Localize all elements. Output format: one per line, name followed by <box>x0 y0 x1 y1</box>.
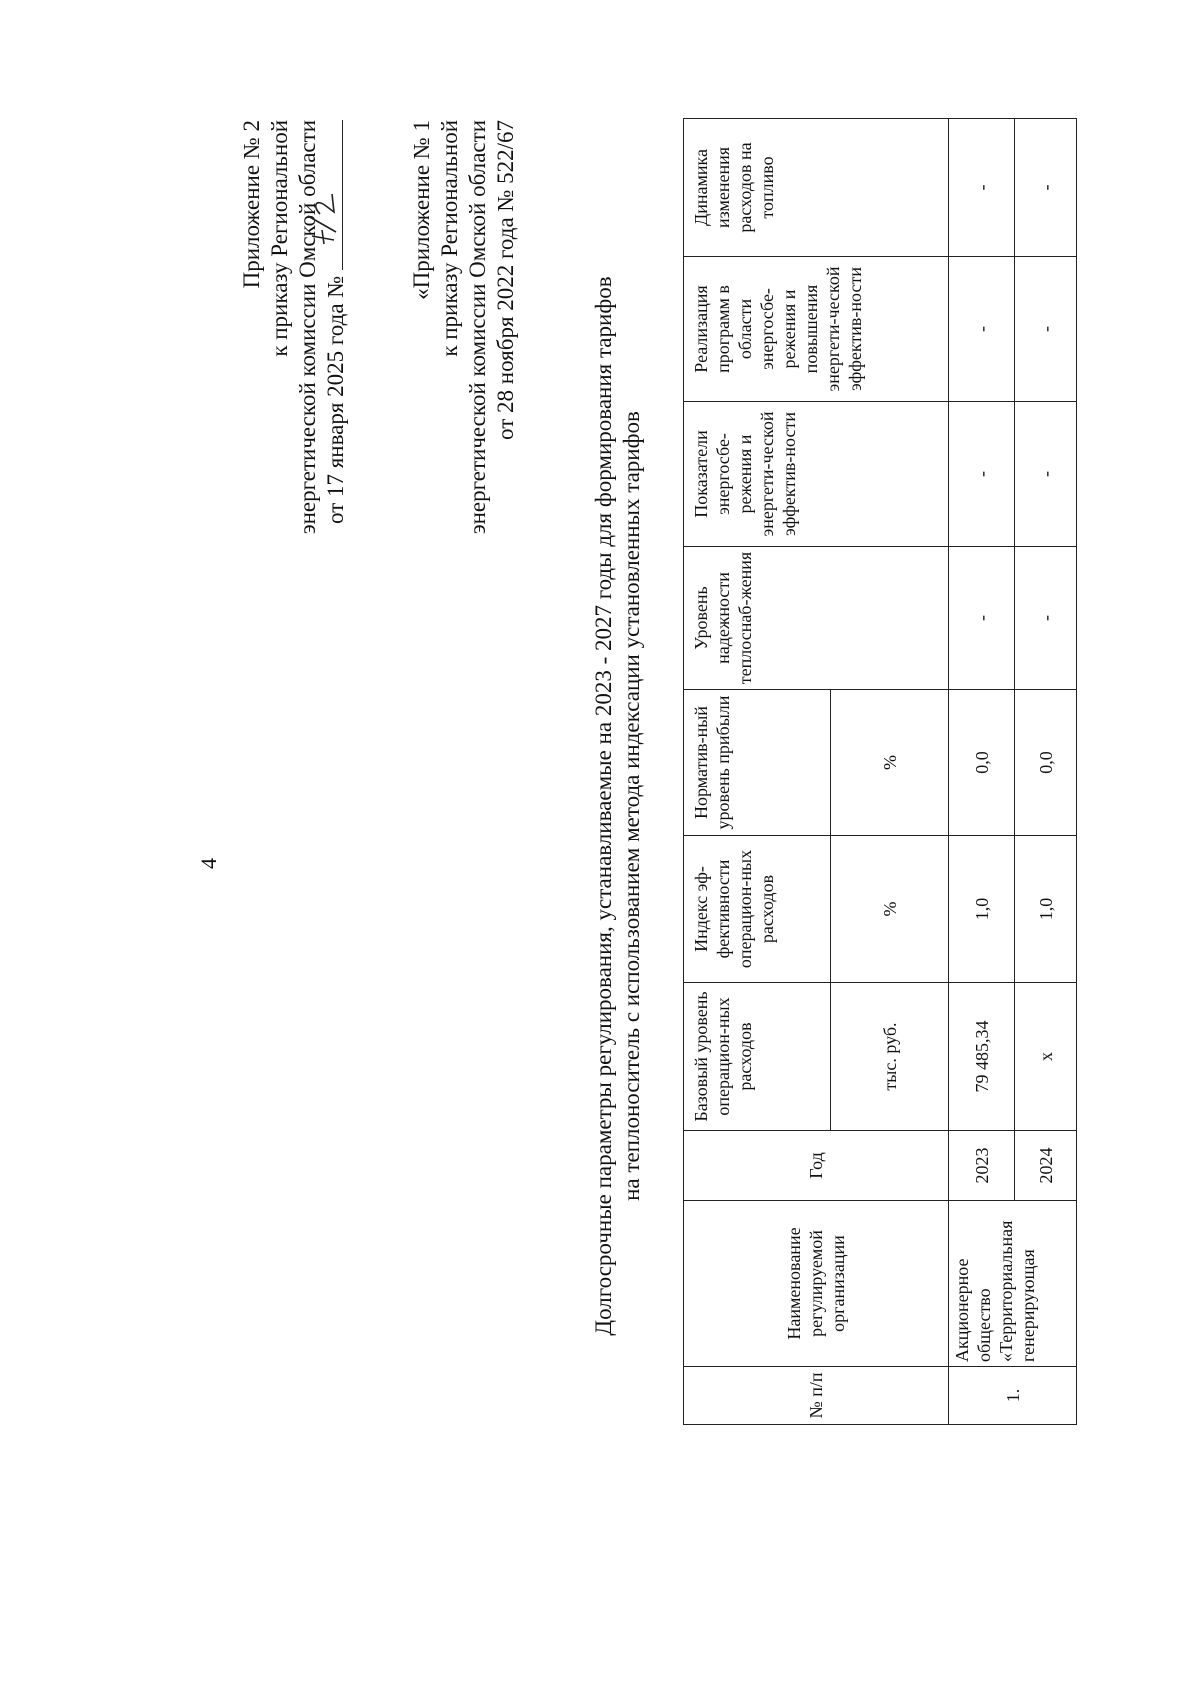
cell-energy-indicators: - <box>1015 402 1077 547</box>
appendix-2-line1: Приложение № 2 <box>239 120 264 289</box>
appendix-2-date: от 17 января 2025 года № <box>323 275 348 525</box>
cell-year: 2023 <box>949 1131 1015 1201</box>
cell-programs: - <box>1015 257 1077 402</box>
handwritten-number-icon <box>306 180 340 250</box>
appendix-1-header <box>408 120 520 534</box>
table-row <box>949 119 1015 1425</box>
appendix-1-line1: «Приложение № 1 <box>409 120 434 300</box>
header-org: Наименование регулируемой организации <box>684 1201 949 1367</box>
appendix-2-header <box>238 120 350 534</box>
appendix-2-line2: к приказу Региональной <box>267 120 292 357</box>
cell-norm-profit: 0,0 <box>949 690 1015 836</box>
cell-base-level: 79 485,34 <box>949 983 1015 1131</box>
unit-base-level: тыс. руб. <box>831 983 949 1131</box>
cell-reliability: - <box>949 547 1015 690</box>
cell-norm-profit: 0,0 <box>1015 690 1077 836</box>
header-norm-profit: Норматив-ный уровень прибыли <box>684 690 831 836</box>
cell-energy-indicators: - <box>949 402 1015 547</box>
appendix-1-line3: энергетической комиссии Омской области <box>465 120 490 535</box>
title-line2: на теплоноситель с использованием метода индексации установленных тарифов <box>619 411 644 1201</box>
appendix-2-line3: энергетической комиссии Омской области <box>295 120 320 535</box>
row-number: 1. <box>949 1367 1077 1425</box>
unit-eff-index: % <box>831 836 949 983</box>
header-row <box>684 119 831 1425</box>
header-num: № п/п <box>684 1367 949 1425</box>
header-programs: Реализация программ в области энергосбе-режения и повышения энергети-ческой эффектив-ности <box>684 257 949 402</box>
title-line1: Долгосрочные параметры регулирования, устанавливаемые на 2023 - 2027 годы для формирования тарифов <box>591 276 616 1336</box>
header-reliability: Уровень надежности теплоснаб-жения <box>684 547 949 690</box>
cell-year: 2024 <box>1015 1131 1077 1201</box>
appendix-1-line2: к приказу Региональной <box>437 120 462 357</box>
cell-eff-index: 1,0 <box>949 836 1015 983</box>
unit-norm-profit: % <box>831 690 949 836</box>
cell-programs: - <box>949 257 1015 402</box>
header-year: Год <box>684 1131 949 1201</box>
handwritten-number <box>322 120 343 270</box>
parameters-table <box>683 118 1077 1425</box>
cell-reliability: - <box>1015 547 1077 690</box>
header-fuel-dynamics: Динамика изменения расходов на топливо <box>684 119 949 257</box>
appendix-2-line4 <box>322 120 350 534</box>
org-name: Акционерное общество «Территориальная генерирующая <box>949 1201 1077 1367</box>
cell-fuel-dynamics: - <box>949 119 1015 257</box>
header-eff-index: Индекс эф-фективности операцион-ных расходов <box>684 836 831 983</box>
header-base-level: Базовый уровень операцион-ных расходов <box>684 983 831 1131</box>
cell-fuel-dynamics: - <box>1015 119 1077 257</box>
header-energy-indicators: Показатели энергосбе-режения и энергети-ческой эффектив-ности <box>684 402 949 547</box>
document-title <box>590 191 646 1421</box>
page-number: 4 <box>196 858 221 869</box>
cell-eff-index: 1,0 <box>1015 836 1077 983</box>
appendix-1-line4: от 28 ноября 2022 года № 522/67 <box>493 120 518 440</box>
cell-base-level: х <box>1015 983 1077 1131</box>
